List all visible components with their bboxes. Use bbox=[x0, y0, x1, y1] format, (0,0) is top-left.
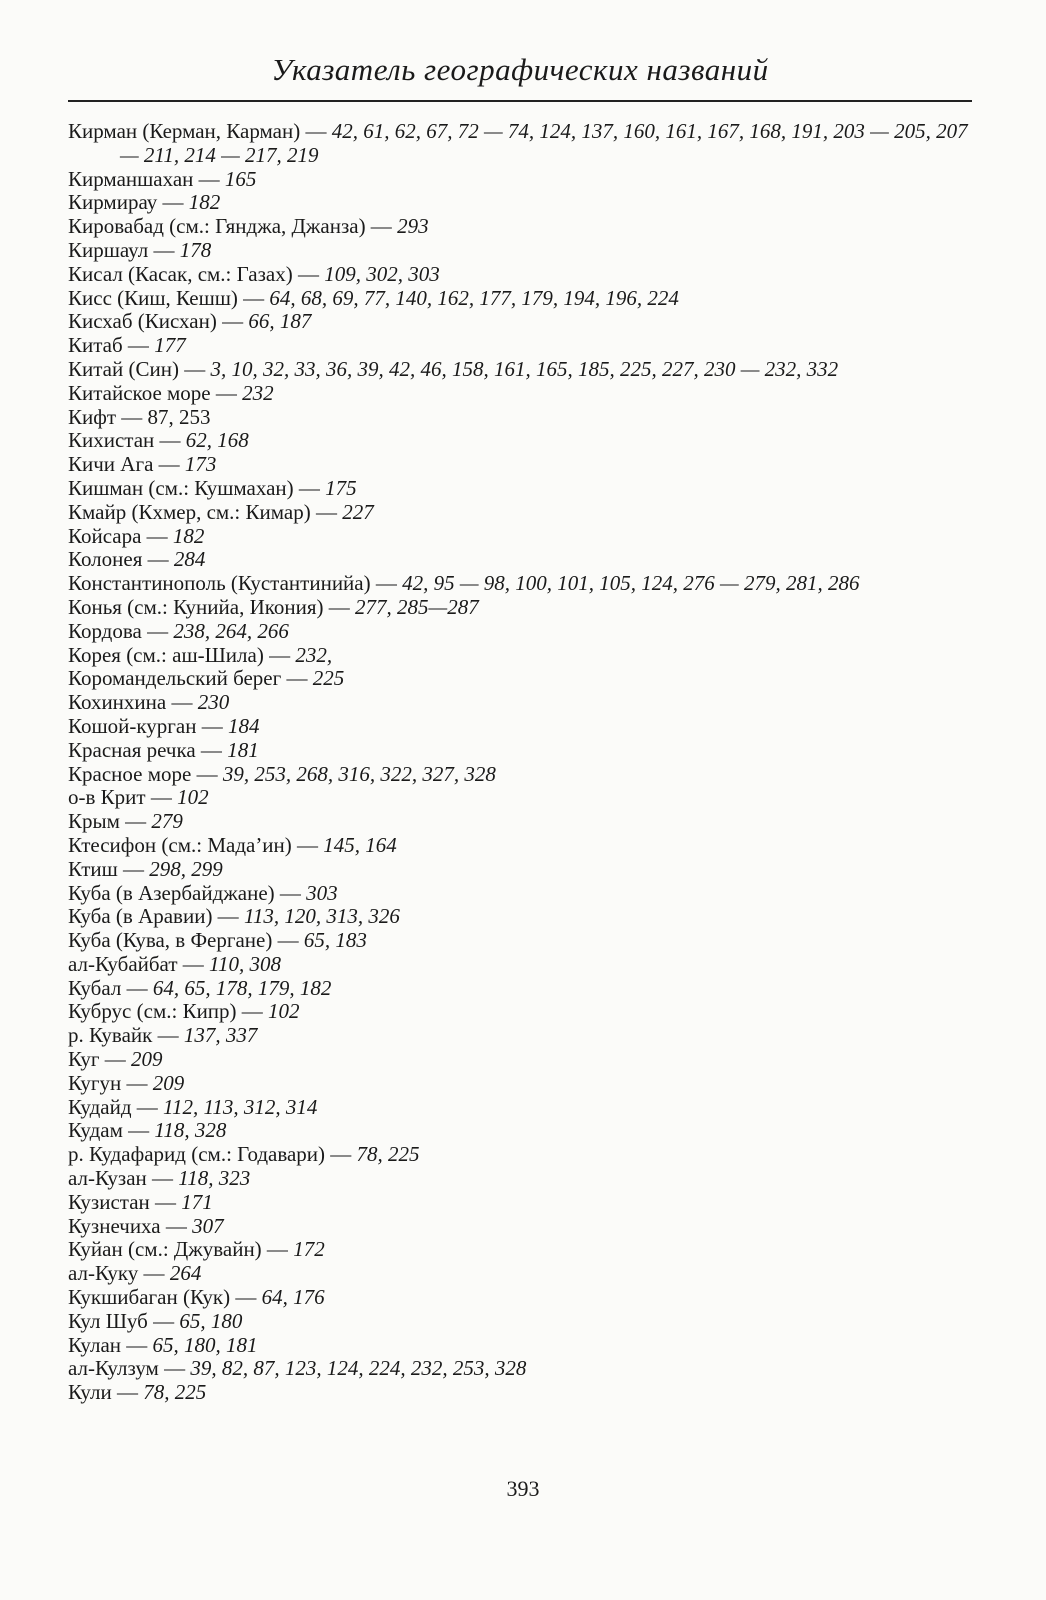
index-entry bbox=[68, 977, 973, 1001]
index-entry bbox=[68, 263, 973, 287]
entry-pages: 209 bbox=[131, 1047, 163, 1072]
entry-pages: 65, 183 bbox=[303, 928, 367, 953]
index-entry bbox=[68, 406, 973, 430]
entry-pages: 3, 10, 32, 33, 36, 39, 42, 46, 158, 161, 165, 185, 225, 227, 230 — 232, 332 bbox=[210, 356, 839, 381]
index-entry bbox=[68, 1048, 973, 1072]
index-entry bbox=[68, 239, 973, 263]
entry-pages: 118, 328 bbox=[154, 1118, 227, 1143]
entry-pages: 230 bbox=[197, 690, 230, 715]
index-entry bbox=[68, 691, 973, 715]
entry-term: Красное море — bbox=[68, 761, 218, 786]
index-entry bbox=[68, 596, 973, 620]
entry-term: Кузнечиха — bbox=[68, 1213, 187, 1238]
entry-pages: 145, 164 bbox=[323, 832, 397, 857]
index-entry bbox=[68, 1191, 973, 1215]
index-entry bbox=[68, 477, 973, 501]
index-entry bbox=[68, 1334, 973, 1358]
entry-pages: 238, 264, 266 bbox=[173, 618, 289, 643]
entry-term: Китаб — bbox=[68, 333, 149, 358]
index-entry bbox=[68, 953, 973, 977]
entry-term: Кисхаб (Кисхан) — bbox=[68, 309, 244, 334]
index-entry bbox=[68, 1310, 973, 1334]
index-entry bbox=[68, 501, 973, 525]
entry-pages: 209 bbox=[152, 1070, 185, 1095]
entry-term: Кубрус (см.: Кипр) — bbox=[68, 999, 263, 1024]
entry-term: о-в Крит — bbox=[68, 785, 172, 810]
entry-term: Кулан — bbox=[68, 1332, 148, 1357]
entry-pages: 173 bbox=[184, 452, 217, 477]
index-entry bbox=[68, 1286, 973, 1310]
index-entry bbox=[68, 334, 973, 358]
entry-term: Кошой-курган — bbox=[68, 713, 223, 738]
entry-term: Куба (в Аравии) — bbox=[68, 904, 239, 929]
index-entry bbox=[68, 1262, 973, 1286]
index-entry bbox=[68, 834, 973, 858]
index-entry bbox=[68, 1238, 973, 1262]
index-entry bbox=[68, 310, 973, 334]
entry-pages: 118, 323 bbox=[178, 1166, 251, 1191]
entry-pages: 303 bbox=[306, 880, 338, 905]
index-entry bbox=[68, 905, 973, 929]
entry-term: ал-Кулзум — bbox=[68, 1356, 186, 1381]
entry-term: Кузистан — bbox=[68, 1189, 177, 1214]
entry-term: Кишман (см.: Кушмахан) — bbox=[68, 475, 320, 500]
entry-pages: 181 bbox=[227, 737, 259, 762]
index-entry bbox=[68, 1024, 973, 1048]
index-entry bbox=[68, 1000, 973, 1024]
index-entry bbox=[68, 358, 973, 382]
entry-pages: 171 bbox=[181, 1189, 213, 1214]
entry-pages: 64, 65, 178, 179, 182 bbox=[152, 975, 332, 1000]
entry-term: Кубал — bbox=[68, 975, 148, 1000]
entry-pages: 42, 95 — 98, 100, 101, 105, 124, 276 — 279, 281, 286 bbox=[402, 571, 860, 596]
entry-term: Красная речка — bbox=[68, 737, 222, 762]
entry-term: Кукшибаган (Кук) — bbox=[68, 1285, 257, 1310]
index-entry bbox=[68, 1215, 973, 1239]
index-entry bbox=[68, 453, 973, 477]
index-entry bbox=[68, 429, 973, 453]
index-entry bbox=[68, 763, 973, 787]
entry-pages: 178 bbox=[179, 237, 212, 262]
entry-term: ал-Кузан — bbox=[68, 1166, 174, 1191]
index-entry bbox=[68, 810, 973, 834]
entry-pages: 172 bbox=[293, 1237, 325, 1262]
entry-term: Куба (в Азербайджане) — bbox=[68, 880, 301, 905]
entry-term: Колонея — bbox=[68, 547, 169, 572]
index-entry bbox=[68, 1381, 973, 1405]
entry-term: Кудам — bbox=[68, 1118, 150, 1143]
entry-pages: 165 bbox=[224, 166, 257, 191]
entry-pages: 102 bbox=[177, 785, 209, 810]
entry-term: Куг — bbox=[68, 1047, 126, 1072]
entry-term: Кугун — bbox=[68, 1070, 148, 1095]
entry-term: Кихистан — bbox=[68, 428, 181, 453]
entry-term: Кировабад (см.: Гянджа, Джанза) — bbox=[68, 214, 392, 239]
entry-term: Кирманшахан — bbox=[68, 166, 220, 191]
entry-pages: 112, 113, 312, 314 bbox=[163, 1094, 318, 1119]
entry-term: ал-Куку — bbox=[68, 1261, 165, 1286]
entry-pages: 284 bbox=[173, 547, 206, 572]
entry-pages: 64, 68, 69, 77, 140, 162, 177, 179, 194, 196, 224 bbox=[269, 285, 679, 310]
entry-term: ал-Кубайбат — bbox=[68, 951, 204, 976]
index-entries bbox=[68, 120, 973, 1405]
index-entry bbox=[68, 667, 973, 691]
entry-term: Кирмирау — bbox=[68, 190, 184, 215]
entry-term: Коромандельский берег — bbox=[68, 666, 308, 691]
entry-term: Кмайр (Кхмер, см.: Кимар) — bbox=[68, 499, 337, 524]
entry-pages: 264 bbox=[169, 1261, 202, 1286]
entry-term: Кордова — bbox=[68, 618, 169, 643]
index-entry bbox=[68, 715, 973, 739]
entry-term: Кисс (Киш, Кешш) — bbox=[68, 285, 265, 310]
entry-pages: 182 bbox=[172, 523, 205, 548]
entry-term: Койсара — bbox=[68, 523, 168, 548]
index-entry bbox=[68, 191, 973, 215]
entry-pages: 293 bbox=[397, 214, 429, 239]
index-entry bbox=[68, 1072, 973, 1096]
entry-pages: 39, 253, 268, 316, 322, 327, 328 bbox=[222, 761, 496, 786]
entry-pages: 182 bbox=[188, 190, 221, 215]
index-entry bbox=[68, 168, 973, 192]
entry-term: Кифт — 87, 253 bbox=[68, 404, 211, 429]
entry-term: Кудайд — bbox=[68, 1094, 158, 1119]
entry-pages: 62, 168 bbox=[185, 428, 249, 453]
entry-pages: 137, 337 bbox=[183, 1023, 258, 1048]
entry-pages: 42, 61, 62, 67, 72 — 74, 124, 137, 160, 161, 167, 168, 191, 203 — 205, 207 — 211, 214 — 217, 219 bbox=[120, 119, 968, 167]
entry-term: Крым — bbox=[68, 809, 147, 834]
entry-term: Ктесифон (см.: Мада’ин) — bbox=[68, 832, 319, 857]
entry-pages: 298, 299 bbox=[149, 856, 223, 881]
entry-term: Кохинхина — bbox=[68, 690, 193, 715]
index-entry bbox=[68, 1119, 973, 1143]
entry-term: Ктиш — bbox=[68, 856, 145, 881]
entry-pages: 39, 82, 87, 123, 124, 224, 232, 253, 328 bbox=[190, 1356, 527, 1381]
entry-pages: 225 bbox=[312, 666, 345, 691]
entry-pages: 65, 180, 181 bbox=[152, 1332, 258, 1357]
entry-pages: 277, 285—287 bbox=[355, 594, 479, 619]
entry-term: Куба (Кува, в Фергане) — bbox=[68, 928, 299, 953]
entry-pages: 64, 176 bbox=[261, 1285, 325, 1310]
entry-pages: 177 bbox=[154, 333, 186, 358]
index-entry bbox=[68, 382, 973, 406]
index-entry bbox=[68, 287, 973, 311]
running-header: Указатель географических названий bbox=[271, 52, 769, 87]
header-rule bbox=[68, 100, 972, 102]
entry-term: Китайское море — bbox=[68, 380, 237, 405]
index-entry bbox=[68, 644, 973, 668]
entry-pages: 78, 225 bbox=[356, 1142, 420, 1167]
entry-pages: 227 bbox=[342, 499, 374, 524]
entry-term: Кул Шуб — bbox=[68, 1308, 175, 1333]
entry-term: р. Кудафарид (см.: Годавари) — bbox=[68, 1142, 352, 1167]
entry-pages: 78, 225 bbox=[143, 1380, 207, 1405]
entry-term: Константинополь (Кустантинийа) — bbox=[68, 571, 397, 596]
index-entry bbox=[68, 548, 973, 572]
index-entry bbox=[68, 525, 973, 549]
index-entry bbox=[68, 620, 973, 644]
entry-pages: 232, bbox=[295, 642, 333, 667]
index-entry bbox=[68, 739, 973, 763]
index-entry bbox=[68, 929, 973, 953]
index-entry bbox=[68, 215, 973, 239]
entry-pages: 113, 120, 313, 326 bbox=[243, 904, 400, 929]
index-entry bbox=[68, 1096, 973, 1120]
entry-pages: 102 bbox=[268, 999, 300, 1024]
entry-term: Кирман (Керман, Карман) — bbox=[68, 119, 327, 143]
index-entry bbox=[68, 858, 973, 882]
index-entry bbox=[68, 1143, 973, 1167]
entry-term: Корея (см.: аш-Шила) — bbox=[68, 642, 291, 667]
index-entry bbox=[68, 882, 973, 906]
entry-term: Киршаул — bbox=[68, 237, 175, 262]
entry-term: Кисал (Касак, см.: Газах) — bbox=[68, 261, 319, 286]
entry-term: Кичи Ага — bbox=[68, 452, 180, 477]
entry-pages: 184 bbox=[227, 713, 260, 738]
index-entry bbox=[68, 1357, 973, 1381]
entry-pages: 279 bbox=[151, 809, 183, 834]
entry-pages: 109, 302, 303 bbox=[324, 261, 440, 286]
entry-pages: 232 bbox=[242, 380, 274, 405]
entry-pages: 307 bbox=[192, 1213, 224, 1238]
entry-pages: 65, 180 bbox=[179, 1308, 243, 1333]
entry-pages: 110, 308 bbox=[209, 951, 281, 976]
index-entry bbox=[68, 572, 973, 596]
index-entry bbox=[68, 1167, 973, 1191]
page-number: 393 bbox=[506, 1476, 540, 1501]
entry-pages: 66, 187 bbox=[248, 309, 312, 334]
entry-term: Китай (Син) — bbox=[68, 356, 206, 381]
index-entry bbox=[68, 786, 973, 810]
entry-term: Конья (см.: Кунийа, Икония) — bbox=[68, 594, 350, 619]
entry-term: Куйан (см.: Джувайн) — bbox=[68, 1237, 288, 1262]
entry-term: Кули — bbox=[68, 1380, 138, 1405]
entry-pages: 175 bbox=[325, 475, 357, 500]
index-entry bbox=[68, 120, 973, 168]
entry-term: р. Кувайк — bbox=[68, 1023, 179, 1048]
